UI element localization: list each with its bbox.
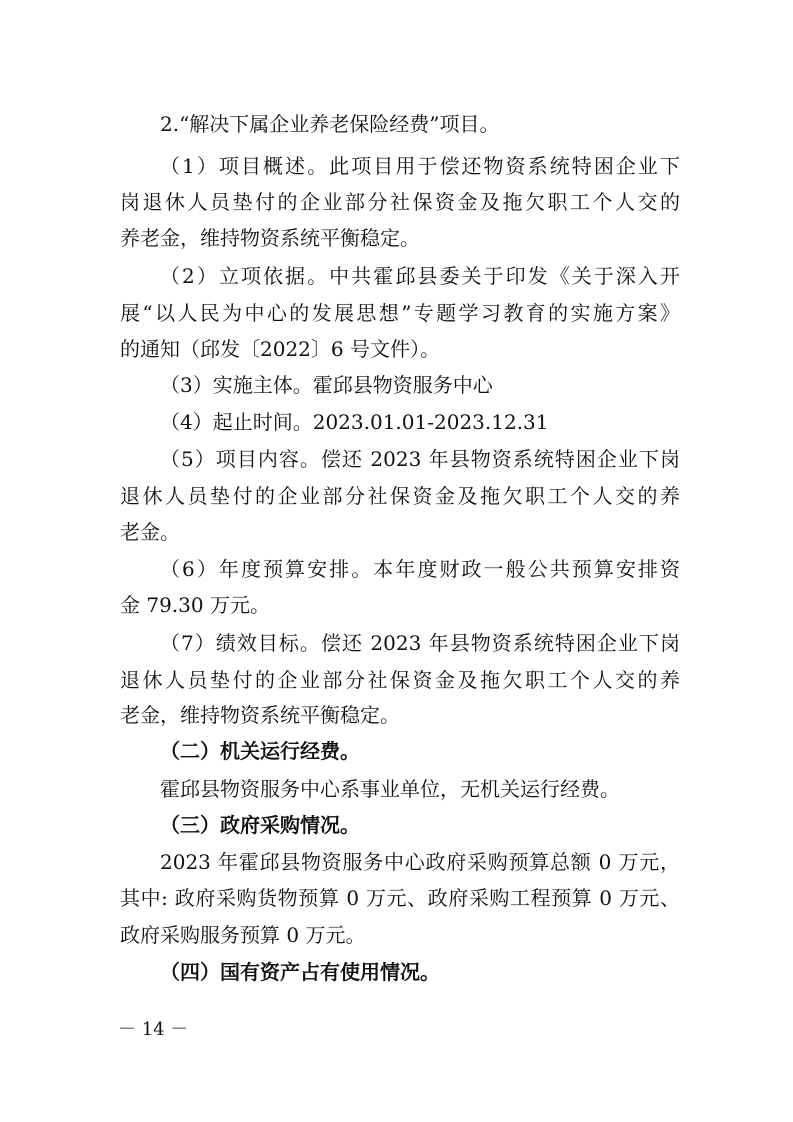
- page-number: － 14 －: [118, 1019, 189, 1040]
- section-heading: （三）政府采购情况。: [160, 813, 360, 837]
- paragraph-line: （2）立项依据。中共霍邱县委关于印发《关于深入开: [160, 264, 680, 288]
- paragraph-line: 展“以人民为中心的发展思想”专题学习教育的实施方案》: [120, 301, 680, 325]
- paragraph-line: 政府采购服务预算 0 万元。: [120, 923, 366, 947]
- paragraph-line: 老金。: [120, 520, 180, 544]
- paragraph-line: 退休人员垫付的企业部分社保资金及拖欠职工个人交的养: [120, 668, 680, 692]
- paragraph-line: 其中: 政府采购货物预算 0 万元、政府采购工程预算 0 万元、: [120, 886, 680, 910]
- paragraph-line: （1）项目概述。此项目用于偿还物资系统特困企业下: [160, 154, 680, 178]
- paragraph-line: 的通知（邱发〔2022〕6 号文件）。: [120, 337, 440, 361]
- paragraph-line: （4）起止时间。2023.01.01-2023.12.31: [160, 410, 549, 434]
- paragraph-line: （5）项目内容。偿还 2023 年县物资系统特困企业下岗: [160, 447, 680, 471]
- paragraph-line: 岗退休人员垫付的企业部分社保资金及拖欠职工个人交的: [120, 190, 680, 214]
- paragraph-line: （7）绩效目标。偿还 2023 年县物资系统特困企业下岗: [160, 631, 680, 655]
- paragraph-line: 退休人员垫付的企业部分社保资金及拖欠职工个人交的养: [120, 484, 680, 508]
- paragraph-line: （3）实施主体。霍邱县物资服务中心: [160, 373, 493, 397]
- paragraph-line: 2023 年霍邱县物资服务中心政府采购预算总额 0 万元，: [160, 850, 680, 874]
- paragraph-line: 2.“解决下属企业养老保险经费”项目。: [160, 112, 500, 136]
- paragraph-line: 老金，维持物资系统平衡稳定。: [120, 703, 400, 727]
- section-heading: （二）机关运行经费。: [160, 739, 360, 763]
- paragraph-line: 金 79.30 万元。: [120, 593, 270, 617]
- paragraph-line: （6）年度预算安排。本年度财政一般公共预算安排资: [160, 557, 680, 581]
- paragraph-line: 养老金，维持物资系统平衡稳定。: [120, 226, 420, 250]
- section-heading: （四）国有资产占有使用情况。: [160, 960, 440, 984]
- paragraph-line: 霍邱县物资服务中心系事业单位，无机关运行经费。: [160, 777, 620, 801]
